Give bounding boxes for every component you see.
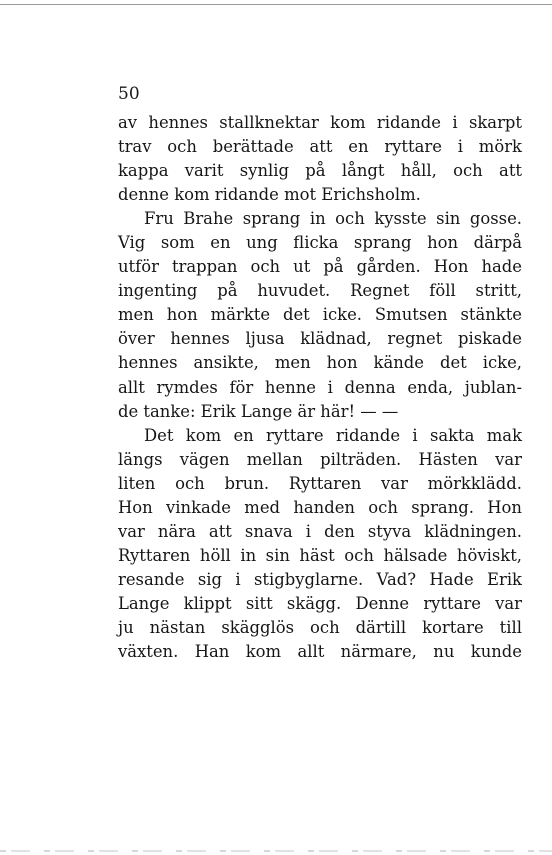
text-line: av hennes stallknektar kom ridande i skarpt	[118, 113, 522, 132]
page-number: 50	[118, 84, 140, 104]
text-line: längs vägen mellan pilträden. Hästen var	[118, 449, 522, 469]
text-line: hennes ansikte, men hon kände det icke,	[118, 353, 522, 373]
text-line: var nära att snava i den styva klädningen.	[118, 521, 522, 541]
body-text	[118, 111, 522, 664]
text-line: Det kom en ryttare ridande i sakta mak	[144, 425, 522, 445]
text-line: liten och brun. Ryttaren var mörkklädd.	[118, 473, 522, 493]
text-line: Vig som en ung flicka sprang hon därpå	[118, 233, 522, 253]
text-line: de tanke: Erik Lange är här! — —	[118, 401, 399, 421]
text-line: kappa varit synlig på långt håll, och att	[118, 161, 522, 181]
text-line: Hon vinkade med handen och sprang. Hon	[118, 497, 522, 517]
text-line: ju nästan skägglös och därtill kortare till	[118, 617, 522, 637]
text-line: Fru Brahe sprang in och kysste sin gosse.	[144, 209, 522, 229]
text-line: trav och berättade att en ryttare i mörk	[118, 137, 522, 157]
text-line: Ryttaren höll in sin häst och hälsade höviskt,	[118, 545, 522, 565]
text-line: Lange klippt sitt skägg. Denne ryttare var	[118, 593, 522, 613]
text-line: denne kom ridande mot Erichsholm.	[118, 185, 421, 205]
text-line: ingenting på huvudet. Regnet föll stritt,	[118, 281, 522, 301]
text-line: över hennes ljusa klädnad, regnet piskade	[118, 329, 522, 349]
text-line: allt rymdes för henne i denna enda, jublan-	[118, 377, 522, 397]
top-edge-rule	[0, 4, 552, 5]
text-line: utför trappan och ut på gården. Hon hade	[118, 257, 522, 277]
text-line: resande sig i stigbyglarne. Vad? Hade Erik	[118, 569, 522, 589]
bottom-edge-noise	[0, 850, 552, 852]
text-line: växten. Han kom allt närmare, nu kunde	[118, 642, 522, 662]
text-line: men hon märkte det icke. Smutsen stänkte	[118, 305, 522, 325]
